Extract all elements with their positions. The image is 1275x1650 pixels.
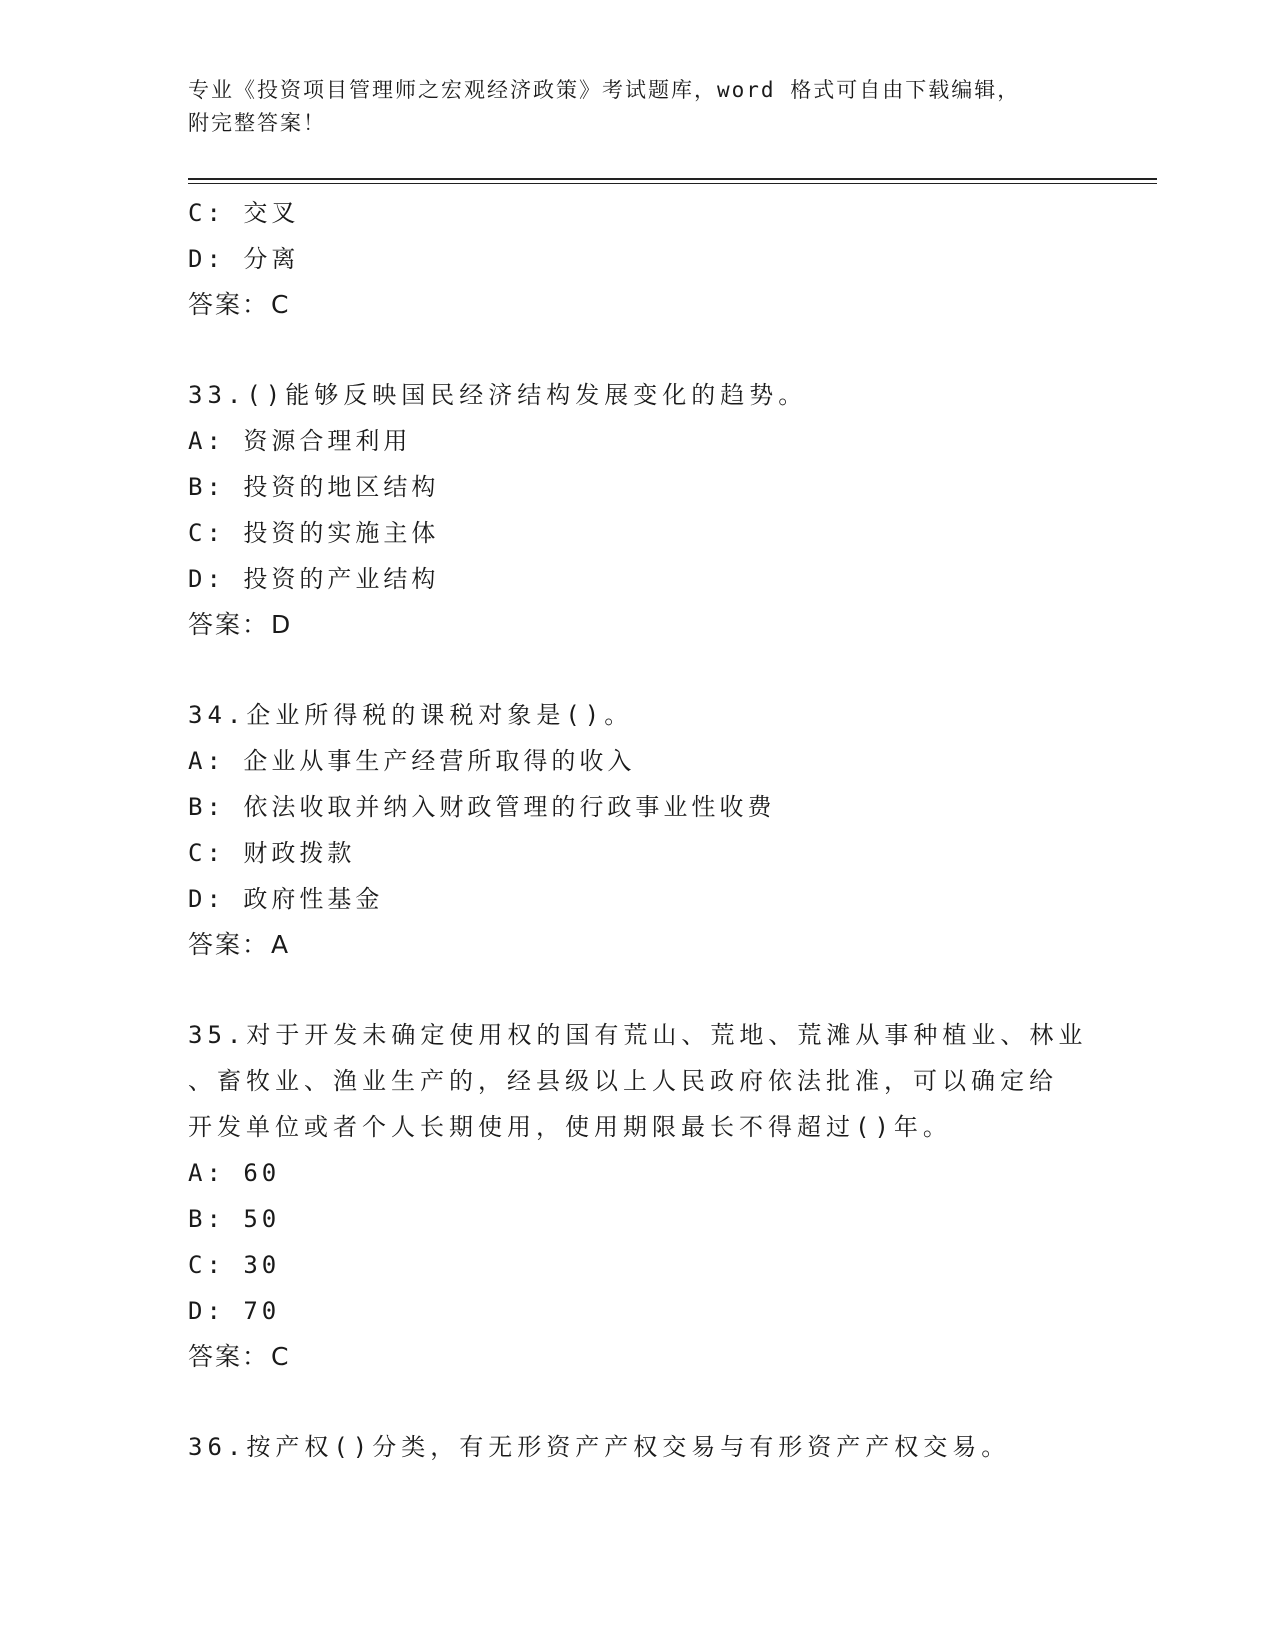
document-header	[188, 74, 1088, 140]
question-stem-line-1: 35.对于开发未确定使用权的国有荒山、荒地、荒滩从事种植业、林业	[188, 1021, 1088, 1049]
question-list	[188, 190, 1088, 1470]
option-text: 政府性基金	[243, 885, 384, 913]
answer-line	[188, 1334, 1088, 1380]
option-letter: B:	[188, 1205, 225, 1233]
option-text: 投资的实施主体	[243, 519, 440, 547]
option-c	[188, 830, 1088, 876]
option-letter: B:	[188, 473, 225, 501]
option-text: 投资的地区结构	[243, 473, 440, 501]
answer-value: C	[271, 290, 289, 319]
option-text: 企业从事生产经营所取得的收入	[243, 747, 636, 775]
answer-line	[188, 602, 1088, 648]
option-c	[188, 510, 1088, 556]
option-text: 70	[243, 1297, 281, 1325]
question-36	[188, 1424, 1088, 1470]
option-letter: A:	[188, 1159, 225, 1187]
option-text: 资源合理利用	[243, 427, 412, 455]
answer-value: C	[271, 1342, 289, 1371]
answer-label: 答案：	[188, 930, 270, 959]
question-34	[188, 692, 1088, 968]
option-d	[188, 1288, 1088, 1334]
option-c	[188, 1242, 1088, 1288]
option-letter: A:	[188, 747, 225, 775]
answer-value: A	[271, 930, 289, 959]
header-line-1: 专业《投资项目管理师之宏观经济政策》考试题库，word 格式可自由下载编辑，	[188, 78, 1021, 102]
question-stem: 33.()能够反映国民经济结构发展变化的趋势。	[188, 381, 808, 409]
option-letter: C:	[188, 199, 225, 227]
question-33	[188, 372, 1088, 648]
option-letter: C:	[188, 519, 225, 547]
option-letter: A:	[188, 427, 225, 455]
option-text: 60	[243, 1159, 281, 1187]
option-text: 30	[243, 1251, 281, 1279]
option-letter: D:	[188, 565, 225, 593]
option-b	[188, 1196, 1088, 1242]
option-text: 投资的产业结构	[243, 565, 440, 593]
answer-label: 答案：	[188, 610, 270, 639]
option-letter: D:	[188, 885, 225, 913]
option-b	[188, 464, 1088, 510]
option-letter: D:	[188, 1297, 225, 1325]
question-stem: 34.企业所得税的课税对象是()。	[188, 701, 634, 729]
option-d	[188, 236, 1088, 282]
answer-line	[188, 282, 1088, 328]
option-b	[188, 784, 1088, 830]
header-line-2: 附完整答案！	[188, 111, 326, 135]
option-text: 交叉	[243, 199, 300, 227]
option-letter: B:	[188, 793, 225, 821]
option-a	[188, 738, 1088, 784]
header-divider-thick	[188, 178, 1157, 180]
prev-question	[188, 190, 1088, 328]
option-text: 50	[243, 1205, 281, 1233]
option-text: 财政拨款	[243, 839, 356, 867]
header-divider-thin	[188, 183, 1157, 184]
answer-label: 答案：	[188, 290, 270, 319]
question-stem: 36.按产权()分类，有无形资产产权交易与有形资产产权交易。	[188, 1433, 1011, 1461]
option-letter: D:	[188, 245, 225, 273]
answer-label: 答案：	[188, 1342, 270, 1371]
option-a	[188, 418, 1088, 464]
question-35	[188, 1012, 1088, 1380]
answer-line	[188, 922, 1088, 968]
option-letter: C:	[188, 839, 225, 867]
option-a	[188, 1150, 1088, 1196]
option-letter: C:	[188, 1251, 225, 1279]
answer-value: D	[271, 610, 291, 639]
question-stem-line-3: 开发单位或者个人长期使用，使用期限最长不得超过()年。	[188, 1113, 952, 1141]
option-d	[188, 556, 1088, 602]
option-text: 分离	[243, 245, 300, 273]
option-c	[188, 190, 1088, 236]
option-d	[188, 876, 1088, 922]
question-stem-line-2: 、畜牧业、渔业生产的，经县级以上人民政府依法批准，可以确定给	[188, 1067, 1058, 1095]
option-text: 依法收取并纳入财政管理的行政事业性收费	[243, 793, 776, 821]
